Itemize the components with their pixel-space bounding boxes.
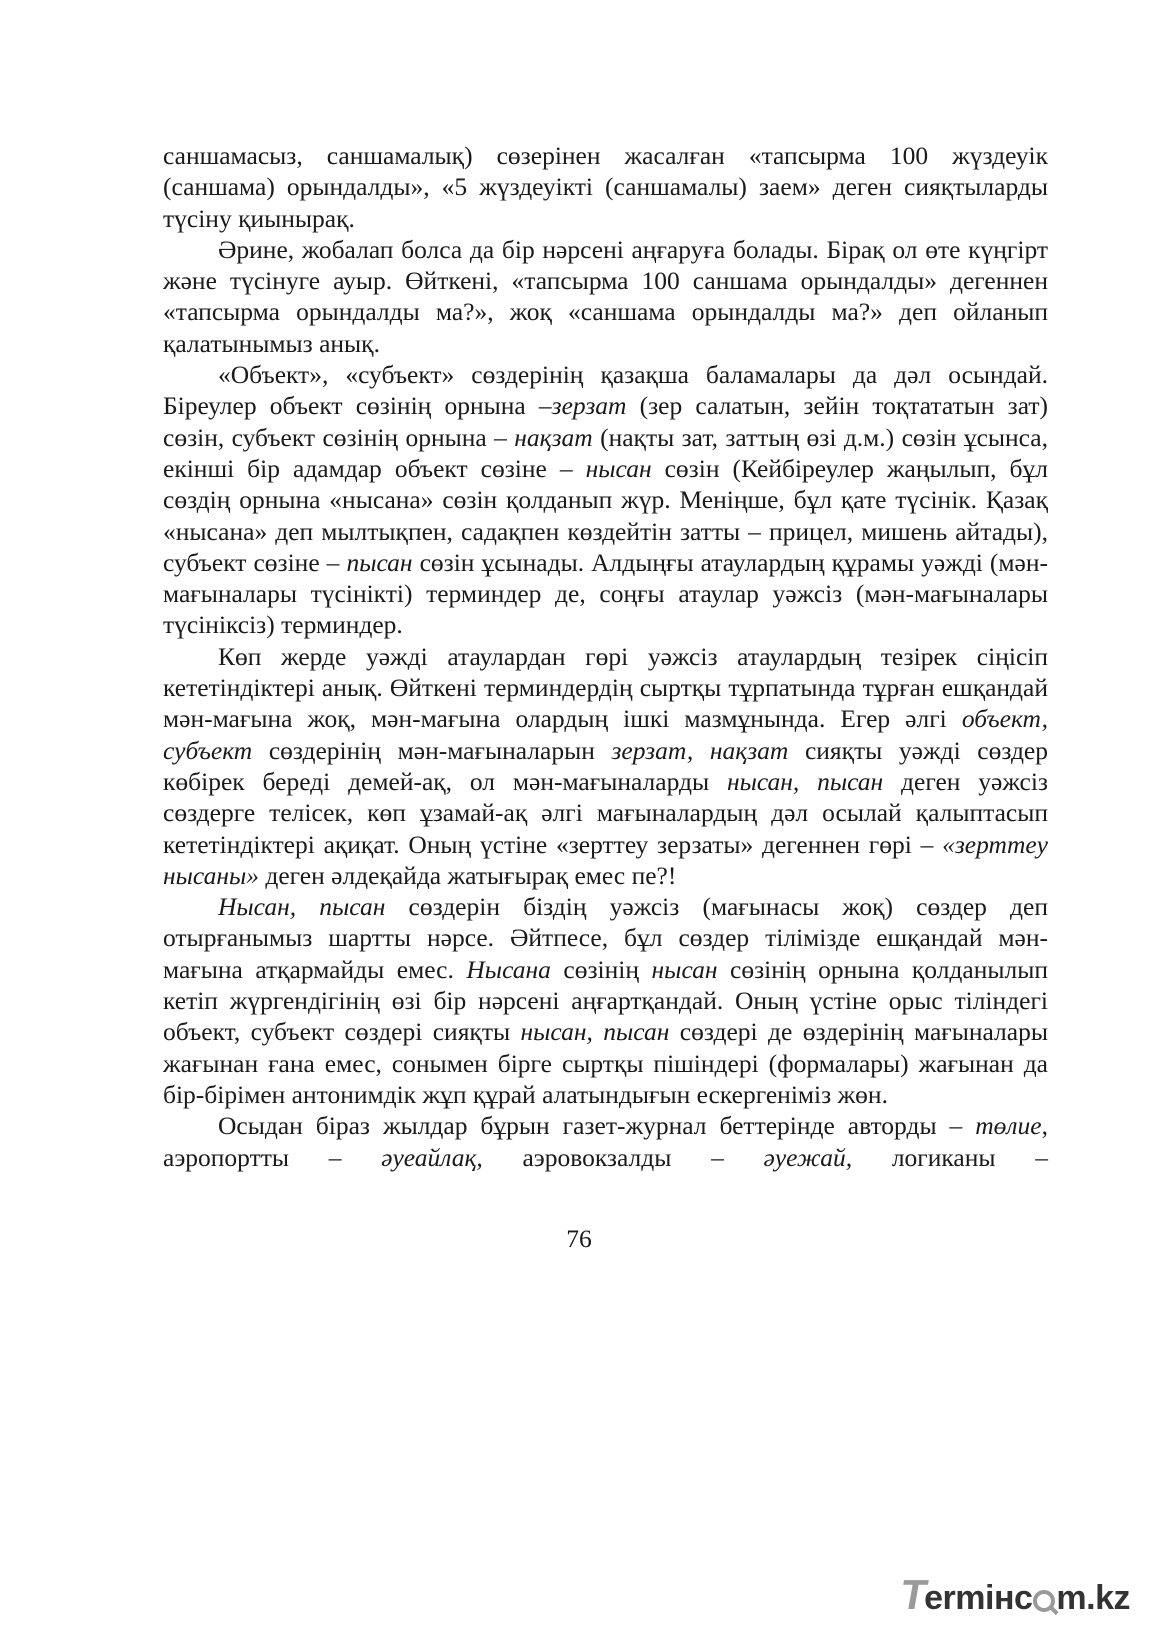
text-span: Көп жерде уәжді атаулардан гөрі уәжсіз атаулардың тезірек сіңісіп кететіндіктері анық. Өйткені терминдердің сыртқы тұрпатында тұрған ешқандай мән-мағына жоқ, мән-мағына олардың ішкі мазмұнында. Егер әлгі [163, 641, 1048, 734]
text-span: , аэропортты – [163, 1111, 1048, 1172]
italic-term: зерзат, нақзат [611, 735, 789, 765]
italic-term: әуежай, [763, 1142, 853, 1172]
paragraph [163, 359, 1048, 641]
italic-term: «зерттеу нысаны» [163, 829, 1048, 890]
text-span: сөзін ұсынады. Алдыңғы атаулардың құрамы уәжді (мән-мағыналары түсінікті) терминдер де, соңғы атаулар уәжсіз (мән-мағыналары түсініксіз) терминдер. [163, 547, 1048, 640]
text-span: логиканы – [852, 1142, 1048, 1172]
italic-term: төлие [975, 1111, 1042, 1141]
text-span: Осыдан біраз жылдар бұрын газет-журнал беттерінде авторды – [218, 1111, 976, 1141]
text-span: Әрине, жобалап болса да бір нәрсені аңғаруға болады. Бірақ ол өте күңгірт және түсінуге ауыр. Өйткені, «тапсырма 100 саншама орындалды» дегеннен «тапсырма орындалды ма?», жоқ «саншама орындалды ма?» деп ойланып қалатынымыз анық. [163, 234, 1048, 358]
text-span: деген уәжсіз сөздерге телісек, көп ұзамай-ақ әлгі мағыналардың дәл осылай қалыптасып кететіндіктері ақиқат. Оның үстіне «зерттеу зерзаты» дегеннен гөрі – [163, 766, 1048, 859]
text-span: сөзін (Кейбіреулер жаңылып, бұл сөздің орнына «нысана» сөзін қолданып жүр. Меніңше, бұл қате түсінік. Қазақ «нысана» деп мылтықпен, садақпен көздейтін затты – прицел, мишень айтады), субъект сөзіне – [163, 453, 1048, 577]
text-span: сөздері де өздерінің мағыналары жағынан ғана емес, сонымен бірге сыртқы пішіндері (формалары) жағынан да бір-бірімен антонимдік жұп құрай алатындығын ескергеніміз жөн. [163, 1017, 1048, 1109]
text-span: сөздерін біздің уәжсіз (мағынасы жоқ) сөздер деп отырғанымыз шартты нәрсе. Әйтпесе, бұл сөздер тілімізде ешқандай мән-мағына атқармайды емес. [163, 892, 1048, 984]
document-body [163, 140, 1048, 1173]
text-span: аэровокзалды – [482, 1142, 764, 1172]
paragraph [163, 1110, 1048, 1173]
text-span: сөздерінің мән-мағыналарын [252, 735, 612, 765]
italic-term: нақзат [514, 422, 593, 452]
watermark-text-part2: m.kz [1056, 1579, 1130, 1617]
text-span: сөзінің [550, 954, 652, 984]
paragraph [163, 891, 1048, 1110]
watermark-logo [896, 1571, 1130, 1619]
text-span: сияқты уәжді сөздер көбірек береді демей-ақ, ол мән-мағыналарды [163, 735, 1048, 796]
text-span: саншамасыз, саншамалық) сөзерінен жасалған «тапсырма 100 жүздеуік (саншама) орындалды», «5 жүздеуікті (саншамалы) заем» деген сияқтыларды түсіну қиынырақ. [163, 141, 1048, 233]
italic-term: Нысан, пысан [218, 892, 386, 922]
italic-term: нысан, пысан [726, 766, 884, 796]
italic-term: зерзат [551, 391, 627, 421]
italic-term: нысан, пысан [520, 1017, 670, 1047]
watermark-initial: T [896, 1571, 931, 1618]
italic-term: Нысана [466, 954, 551, 984]
text-span: деген әлдеқайда жатығырақ емес пе?! [259, 860, 677, 890]
paragraph [163, 234, 1048, 359]
page-number: 76 [566, 1224, 592, 1253]
italic-term: нысан [585, 453, 652, 483]
text-span: (нақты зат, заттың өзі д.м.) сөзін ұсынса, екінші бір адамдар объект сөзіне – [163, 422, 1049, 483]
text-span: сөзінің орнына қолданылып кетіп жүргендігінің өзі бір нәрсені аңғартқандай. Оның үстіне орыс тіліндегі объект, субъект сөздері сияқты [163, 954, 1049, 1047]
italic-term: нысан [651, 954, 718, 984]
text-span: (зер салатын, зейін тоқтататын зат) сөзін, субъект сөзінің орнына – [163, 391, 1048, 452]
italic-term: пысан [346, 547, 413, 577]
text-span: «Объект», «субъект» сөздерінің қазақша баламалары да дәл осындай. Біреулер объект сөзінің орнына – [163, 360, 1048, 421]
paragraph [163, 641, 1048, 891]
paragraph [163, 140, 1048, 234]
italic-term: әуеайлақ, [381, 1142, 483, 1172]
italic-term: объект, субъект [163, 704, 1048, 765]
watermark-text-part1: ermінc [924, 1579, 1033, 1617]
magnifier-icon [1033, 1590, 1055, 1612]
